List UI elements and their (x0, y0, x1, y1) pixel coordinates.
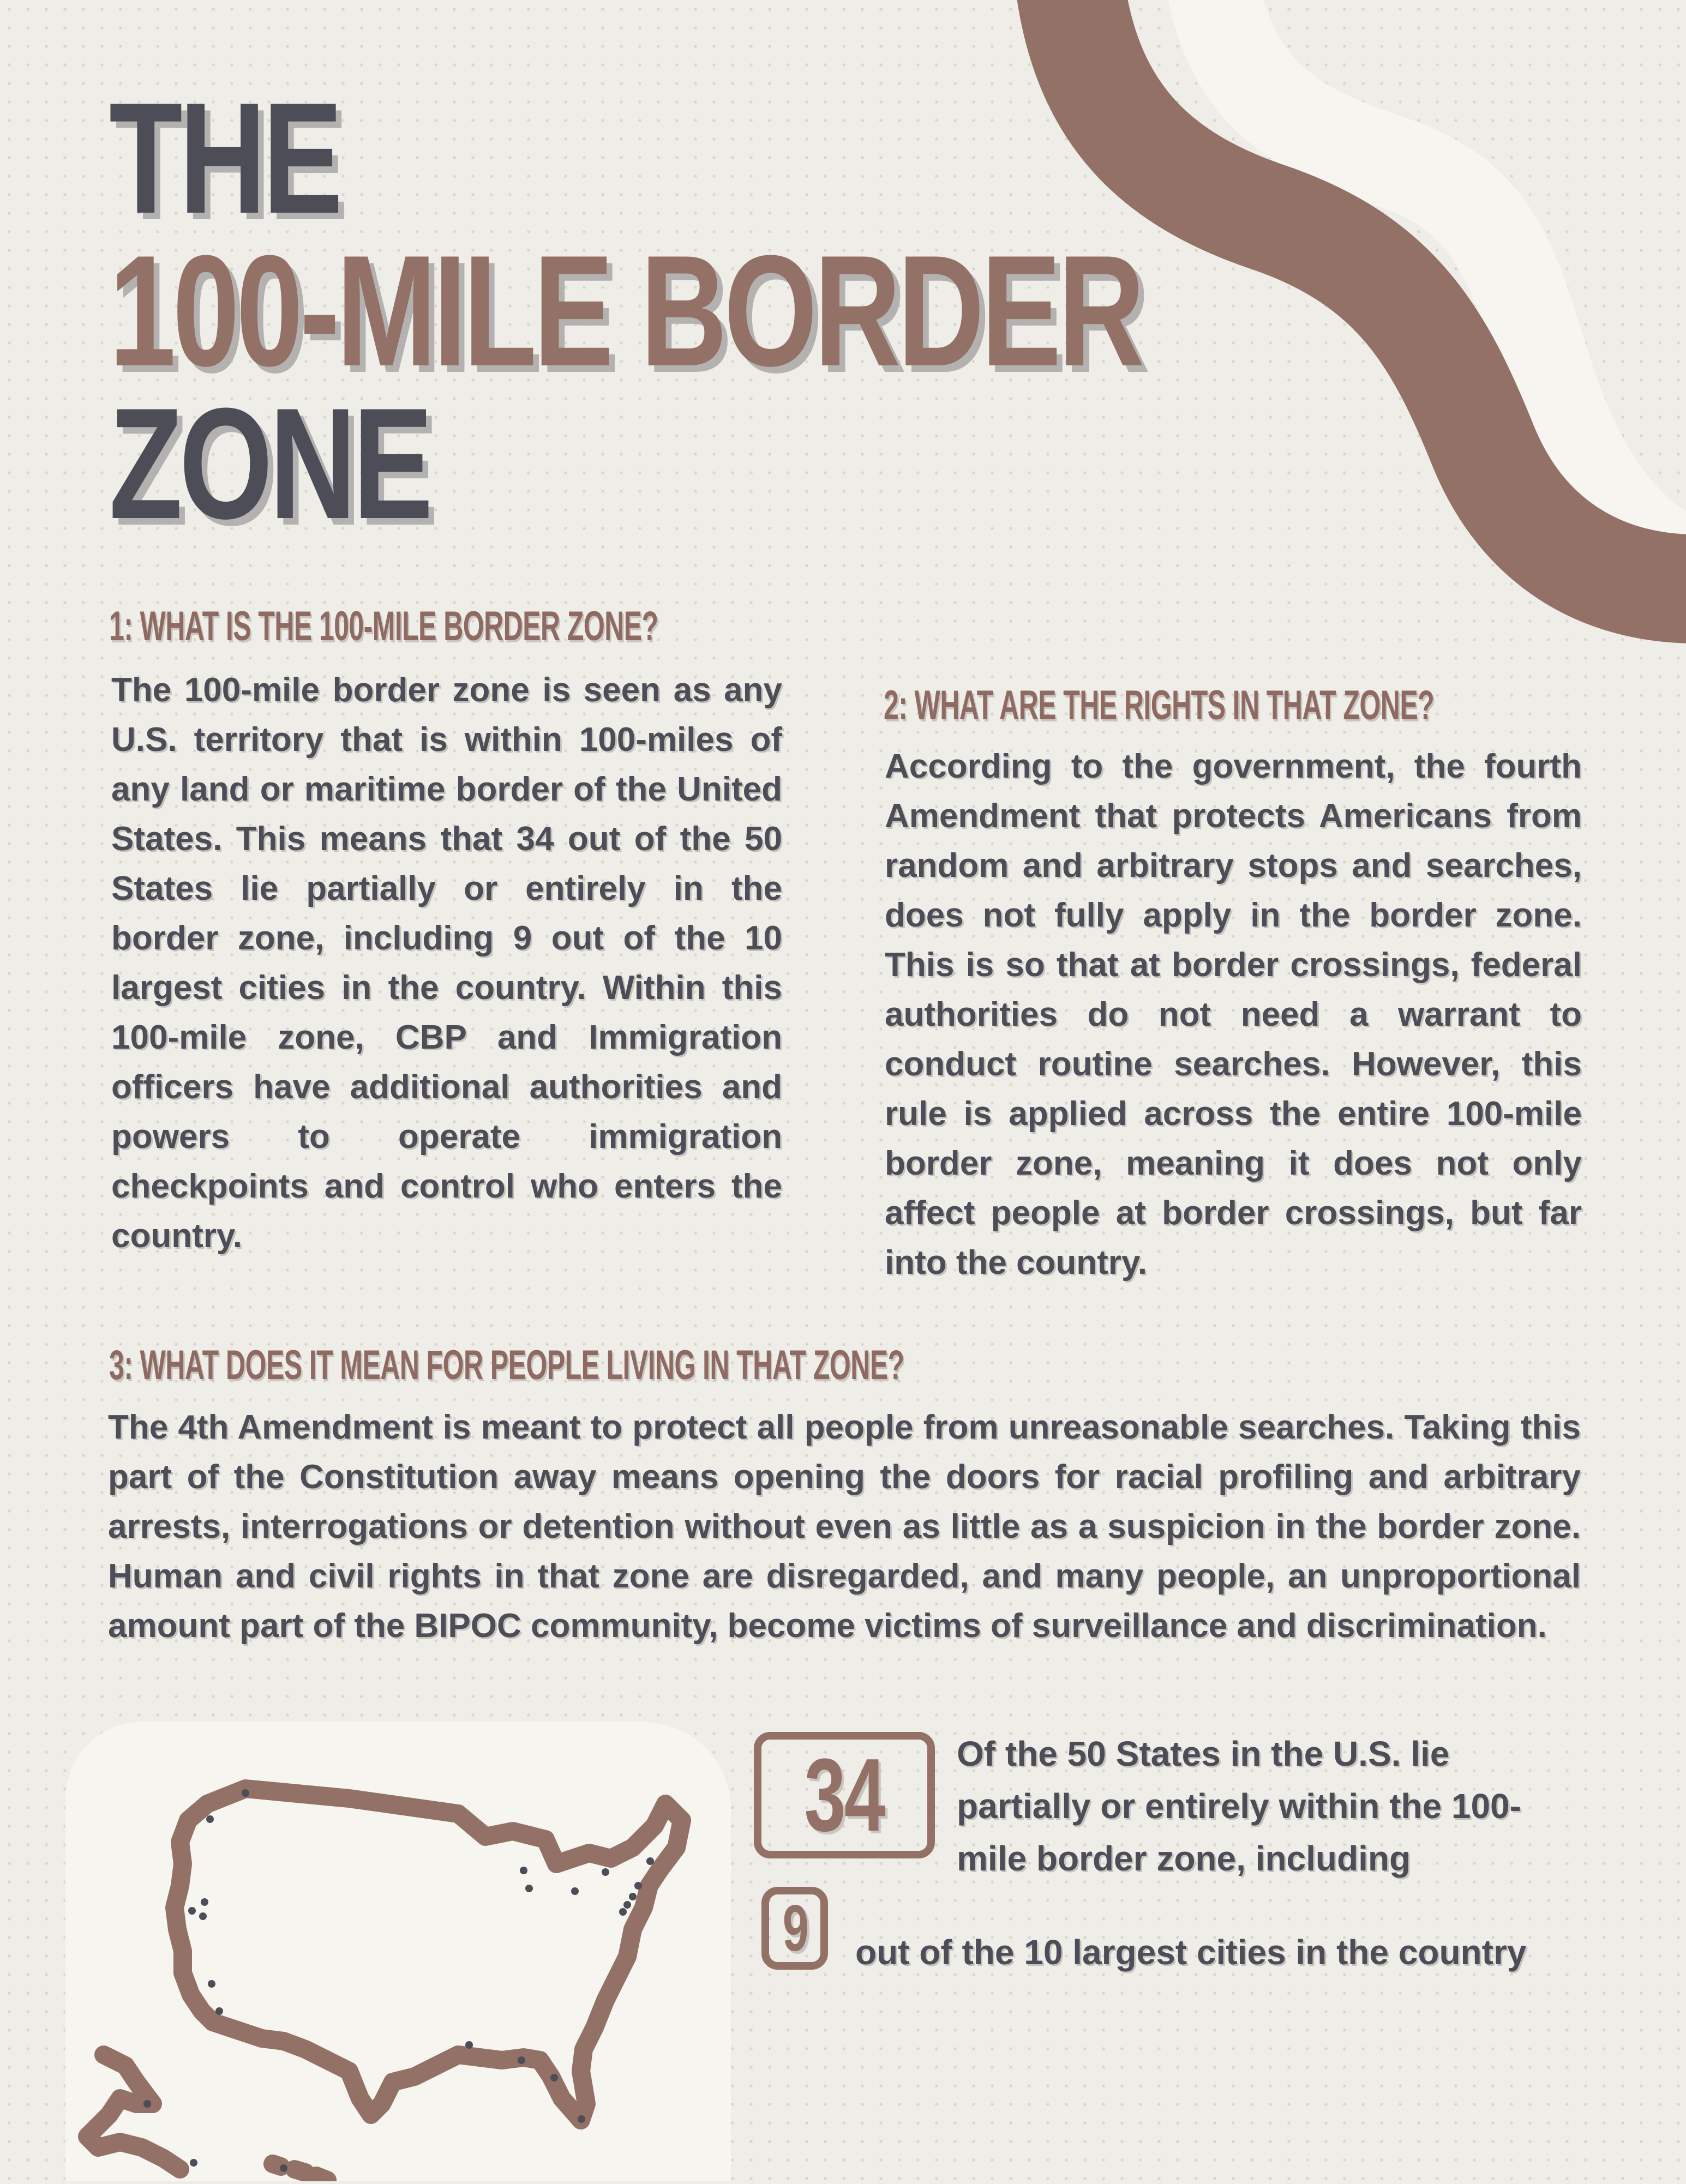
title-line-1: THE (109, 70, 340, 246)
section-3-heading: 3: WHAT DOES IT MEAN FOR PEOPLE LIVING IN THAT ZONE? (109, 1342, 904, 1388)
section-3-body: The 4th Amendment is meant to protect all people from unreasonable searches. Taking this part of the Constitution away means opening the doors for racial profiling and arbitrary arrests, interrogations or detention without even as little as a suspicion in the border zone. Human and civil rights in that zone are disregarded, and many people, an unproportional amount part of the BIPOC community, become victims of surveillance and discrimination. (108, 1409, 1581, 1645)
stat-box-34 (754, 1732, 935, 1858)
title-line-3: ZONE (109, 375, 430, 552)
border-zone-map (65, 1722, 731, 2181)
us-border-zone-map-graphic (65, 1722, 731, 2181)
title-line-2: 100-MILE BORDER (109, 222, 1142, 399)
stat-text-34: Of the 50 States in the U.S. lie partially or entirely within the 100-mile border zone, including (957, 1734, 1521, 1878)
stat-text-9: out of the 10 largest cities in the country (855, 1933, 1527, 1972)
stat-box-9 (761, 1887, 828, 1970)
section-1-body: The 100-mile border zone is seen as any U.S. territory that is within 100-miles of any land or maritime border of the United States. This means that 34 out of the 50 States lie partially or entirely in the border zone, including 9 out of the 10 largest cities in the country. Within this 100-mile zone, CBP and Immigration officers have additional authorities and powers to operate immigration checkpoints and control who enters the country. (111, 671, 782, 1255)
stat-number-34: 34 (804, 1737, 885, 1853)
section-1-heading: 1: WHAT IS THE 100-MILE BORDER ZONE? (109, 603, 658, 649)
page-title (109, 70, 1467, 552)
section-2-body: According to the government, the fourth Amendment that protects Americans from random and arbitrary stops and searches, does not fully apply in the border zone. This is so that at border crossings, federal authorities do not need a warrant to conduct routine searches. However, this rule is applied across the entire 100-mile border zone, meaning it does not only affect people at border crossings, but far into the country. (885, 748, 1582, 1281)
section-2-heading: 2: WHAT ARE THE RIGHTS IN THAT ZONE? (884, 682, 1435, 729)
stat-number-9: 9 (782, 1892, 807, 1965)
